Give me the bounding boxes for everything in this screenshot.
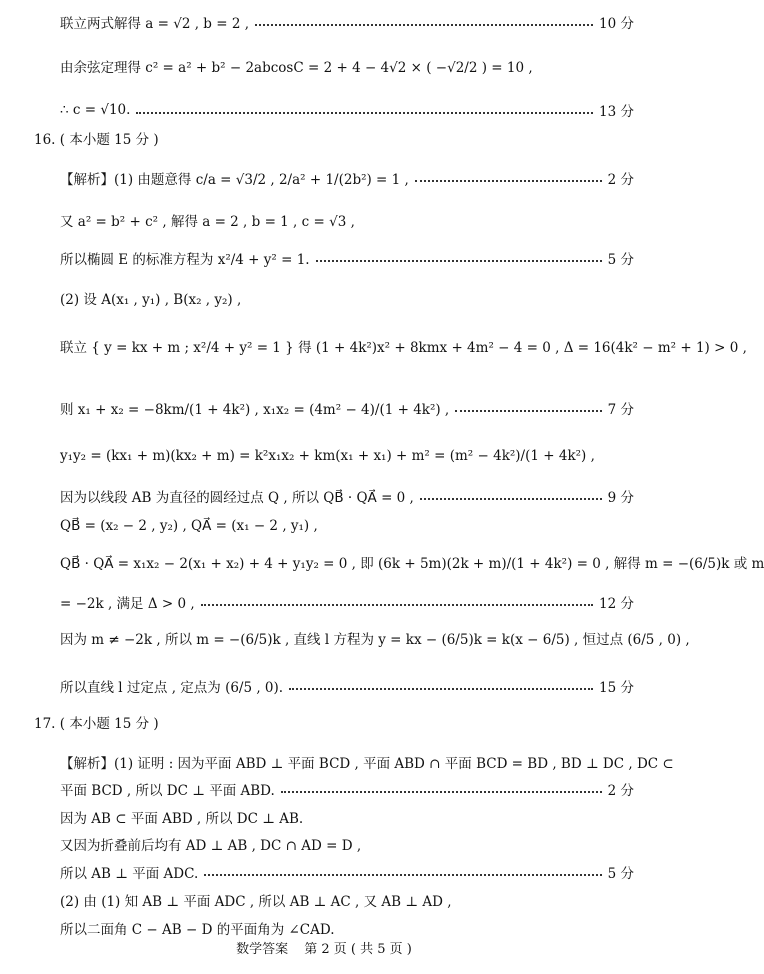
- problem-heading: [34, 124, 634, 152]
- line-text: y₁y₂ = (kx₁ + m)(kx₂ + m) = k²x₁x₂ + km(x₁ + x₁) + m² = (m² − 4k²)/(1 + 4k²) ,: [60, 448, 595, 464]
- solution-line: [60, 748, 674, 776]
- line-text: 【解析】(1) 由题意得 c/a = √3/2 , 2/a² + 1/(2b²) = 1 ,: [60, 172, 409, 188]
- line-text: (2) 由 (1) 知 AB ⊥ 平面 ADC , 所以 AB ⊥ AC , 又 AB ⊥ AD ,: [60, 894, 452, 910]
- solution-line: [60, 858, 634, 886]
- leader-dots: [415, 180, 602, 182]
- solution-line: [60, 886, 634, 914]
- line-text: 又 a² = b² + c² , 解得 a = 2 , b = 1 , c = √3 ,: [60, 214, 355, 230]
- line-text: 平面 BCD , 所以 DC ⊥ 平面 ABD.: [60, 783, 275, 799]
- solution-line: [60, 394, 634, 422]
- leader-dots: [420, 498, 602, 500]
- solution-line: [60, 332, 747, 360]
- leader-dots: [316, 260, 602, 262]
- score-mark: 10 分: [599, 16, 634, 32]
- solution-line: [60, 775, 634, 803]
- line-text: QB⃗ · QA⃗ = x₁x₂ − 2(x₁ + x₂) + 4 + y₁y₂ = 0 , 即 (6k + 5m)(2k + m)/(1 + 4k²) = 0 , 解得 m = −(6/5)k 或 m: [60, 556, 764, 572]
- score-mark: 9 分: [607, 490, 634, 506]
- solution-line: [60, 830, 634, 858]
- line-text: 由余弦定理得 c² = a² + b² − 2abcosC = 2 + 4 − 4√2 × ( −√2/2 ) = 10 ,: [60, 60, 533, 76]
- solution-line: [60, 8, 634, 36]
- score-mark: 5 分: [607, 866, 634, 882]
- score-mark: 2 分: [607, 172, 634, 188]
- line-text: 又因为折叠前后均有 AD ⊥ AB , DC ∩ AD = D ,: [60, 838, 362, 854]
- score-mark: 2 分: [607, 783, 634, 799]
- page-footer: [0, 938, 648, 957]
- score-mark: 7 分: [607, 402, 634, 418]
- footer-page-number: 第 2 页 ( 共 5 页 ): [304, 942, 412, 957]
- leader-dots: [201, 604, 593, 606]
- solution-line: [60, 284, 634, 312]
- line-text: 16. ( 本小题 15 分 ): [34, 132, 159, 148]
- line-text: 联立两式解得 a = √2 , b = 2 ,: [60, 16, 250, 32]
- solution-line: [60, 482, 634, 510]
- line-text: 因为 m ≠ −2k , 所以 m = −(6/5)k , 直线 l 方程为 y = kx − (6/5)k = k(x − 6/5) , 恒过点 (6/5 , 0) ,: [60, 632, 690, 648]
- score-mark: 13 分: [599, 104, 634, 120]
- line-text: ∴ c = √10.: [60, 102, 131, 118]
- score-mark: 15 分: [599, 680, 634, 696]
- solution-line: [60, 803, 634, 831]
- line-text: 所以椭圆 E 的标准方程为 x²/4 + y² = 1.: [60, 252, 310, 268]
- problem-heading: [34, 708, 634, 736]
- solution-line: [60, 672, 634, 700]
- solution-line: [60, 624, 690, 652]
- line-text: 所以直线 l 过定点 , 定点为 (6/5 , 0).: [60, 680, 284, 696]
- line-text: 则 x₁ + x₂ = −8km/(1 + 4k²) , x₁x₂ = (4m² − 4)/(1 + 4k²) ,: [60, 402, 450, 418]
- solution-line: [60, 588, 634, 616]
- solution-line: [60, 96, 634, 124]
- solution-line: [60, 244, 634, 272]
- line-text: 联立 { y = kx + m ; x²/4 + y² = 1 } 得 (1 + 4k²)x² + 8kmx + 4m² − 4 = 0 , Δ = 16(4k² − m² + 1) > 0 ,: [60, 340, 747, 356]
- solution-line: [60, 442, 634, 470]
- solution-line: [60, 164, 634, 192]
- line-text: QB⃗ = (x₂ − 2 , y₂) , QA⃗ = (x₁ − 2 , y₁) ,: [60, 518, 318, 534]
- line-text: 所以 AB ⊥ 平面 ADC.: [60, 866, 199, 882]
- leader-dots: [204, 874, 601, 876]
- leader-dots: [289, 688, 593, 690]
- line-text: 所以二面角 C − AB − D 的平面角为 ∠CAD.: [60, 922, 335, 938]
- solution-line: [60, 512, 634, 540]
- line-text: 因为 AB ⊂ 平面 ABD , 所以 DC ⊥ AB.: [60, 811, 304, 827]
- score-mark: 12 分: [599, 596, 634, 612]
- line-text: (2) 设 A(x₁ , y₁) , B(x₂ , y₂) ,: [60, 292, 242, 308]
- line-text: 【解析】(1) 证明 : 因为平面 ABD ⊥ 平面 BCD , 平面 ABD ∩ 平面 BCD = BD , BD ⊥ DC , DC ⊂: [60, 756, 674, 772]
- leader-dots: [255, 24, 593, 26]
- footer-subject: 数学答案: [236, 942, 289, 957]
- line-text: = −2k , 满足 Δ > 0 ,: [60, 596, 195, 612]
- line-text: 17. ( 本小题 15 分 ): [34, 716, 159, 732]
- leader-dots: [281, 791, 602, 793]
- solution-line: [60, 548, 764, 576]
- score-mark: 5 分: [607, 252, 634, 268]
- line-text: 因为以线段 AB 为直径的圆经过点 Q , 所以 QB⃗ · QA⃗ = 0 ,: [60, 490, 414, 506]
- solution-line: [60, 206, 634, 234]
- leader-dots: [455, 410, 601, 412]
- solution-line: [60, 52, 634, 80]
- leader-dots: [136, 112, 593, 114]
